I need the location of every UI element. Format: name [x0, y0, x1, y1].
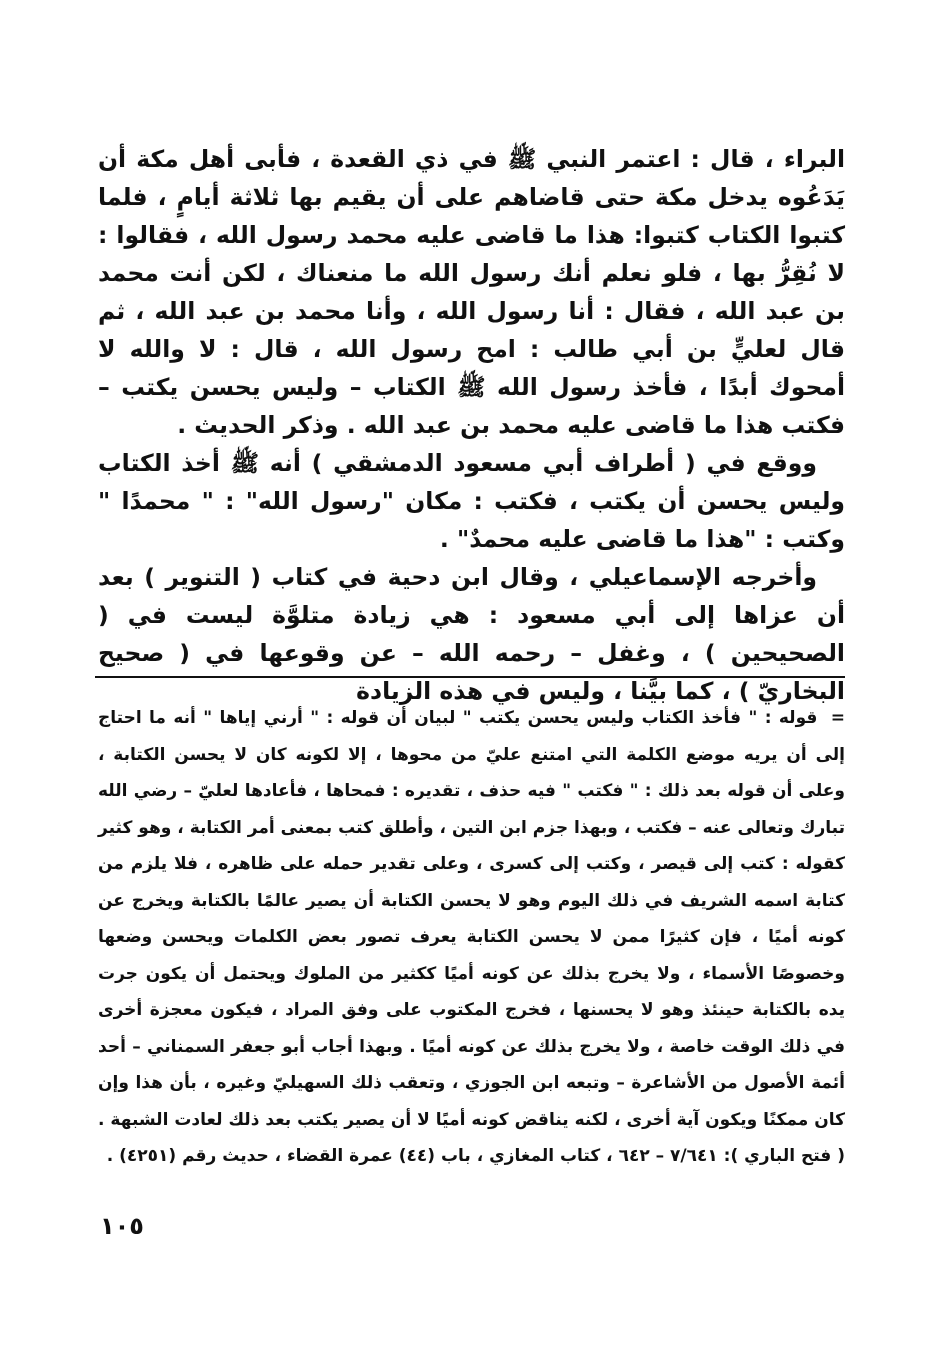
footnote-divider — [95, 676, 845, 678]
main-paragraph-1: البراء ، قال : اعتمر النبي ﷺ في ذي القعدة ، فأبى أهل مكة أن يَدَعُوه يدخل مكة حتى قاضاهم على أن يقيم بها ثلاثة أيامٍ ، فلما كتبوا الكتاب كتبوا: هذا ما قاضى عليه محمد رسول الله ، فقالوا : لا نُقِرُّ بها ، فلو نعلم أنك رسول الله ما منعناك ، لكن أنت محمد بن عبد الله ، فقال : أنا رسول الله ، وأنا محمد بن عبد الله ، ثم قال لعليٍّ بن أبي طالب : امح رسول الله ، قال : لا والله لا أمحوك أبدًا ، فأخذ رسول الله ﷺ الكتاب – وليس يحسن يكتب – فكتب هذا ما قاضى عليه محمد بن عبد الله . وذكر الحديث . — [98, 145, 845, 439]
footnote-continuation-marker: = — [830, 708, 845, 728]
main-text — [98, 140, 845, 710]
footnote — [98, 700, 845, 1175]
footnote-text: قوله : " فأخذ الكتاب وليس يحسن يكتب " لبيان أن قوله : " أرني إياها " أنه ما احتاج إلى أن يريه موضع الكلمة التي امتنع عليّ من محوها ، إلا لكونه كان لا يحسن الكتابة ، وعلى أن قوله بعد ذلك : " فكتب " فيه حذف ، تقديره : فمحاها ، فأعادها لعليّ – رضي الله تبارك وتعالى عنه – فكتب ، وبهذا جزم ابن التين ، وأطلق كتب بمعنى أمر الكتابة ، وهو كثير كقوله : كتب إلى قيصر ، وكتب إلى كسرى ، وعلى تقدير حمله على ظاهره ، فلا يلزم من كتابة اسمه الشريف في ذلك اليوم وهو لا يحسن الكتابة أن يصير عالمًا بالكتابة ويخرج عن كونه أميًا ، فإن كثيرًا ممن لا يحسن الكتابة يعرف تصور بعض الكلمات ويحسن وضعها وخصوصًا الأسماء ، ولا يخرج بذلك عن كونه أميًا ككثير من الملوك ويحتمل أن يكون جرت يده بالكتابة حينئذ وهو لا يحسنها ، فخرج المكتوب على وفق المراد ، فيكون معجزة أخرى في ذلك الوقت خاصة ، ولا يخرج بذلك عن كونه أميًا . وبهذا أجاب أبو جعفر السمناني – أحد أئمة الأصول من الأشاعرة – وتبعه ابن الجوزي ، وتعقب ذلك السهيليّ وغيره ، بأن هذا وإن كان ممكنًا ويكون آية أخرى ، لكنه يناقض كونه أميًا لا أن يصير يكتب بعد ذلك لعادت الشبهة . ( فتح الباري ): ٧/٦٤١ – ٦٤٢ ، كتاب المغازي ، باب (٤٤) عمرة القضاء ، حديث رقم (٤٢٥١) . — [98, 708, 845, 1166]
main-paragraph-2: ووقع في ( أطراف أبي مسعود الدمشقي ) أنه ﷺ أخذ الكتاب وليس يحسن أن يكتب ، فكتب : مكان "رسول الله" : " محمدًا " وكتب : "هذا ما قاضى عليه محمدٌ" . — [98, 449, 845, 553]
main-paragraph-3: وأخرجه الإسماعيلي ، وقال ابن دحية في كتاب ( التنوير ) بعد أن عزاها إلى أبي مسعود : هي زيادة متلوَّة ليست في ( الصحيحين ) ، وغفل – رحمه الله – عن وقوعها في ( صحيح البخاريّ ) ، كما بيَّنا ، وليس في هذه الزيادة — [98, 563, 845, 705]
page-number: ١٠٥ — [100, 1212, 144, 1240]
